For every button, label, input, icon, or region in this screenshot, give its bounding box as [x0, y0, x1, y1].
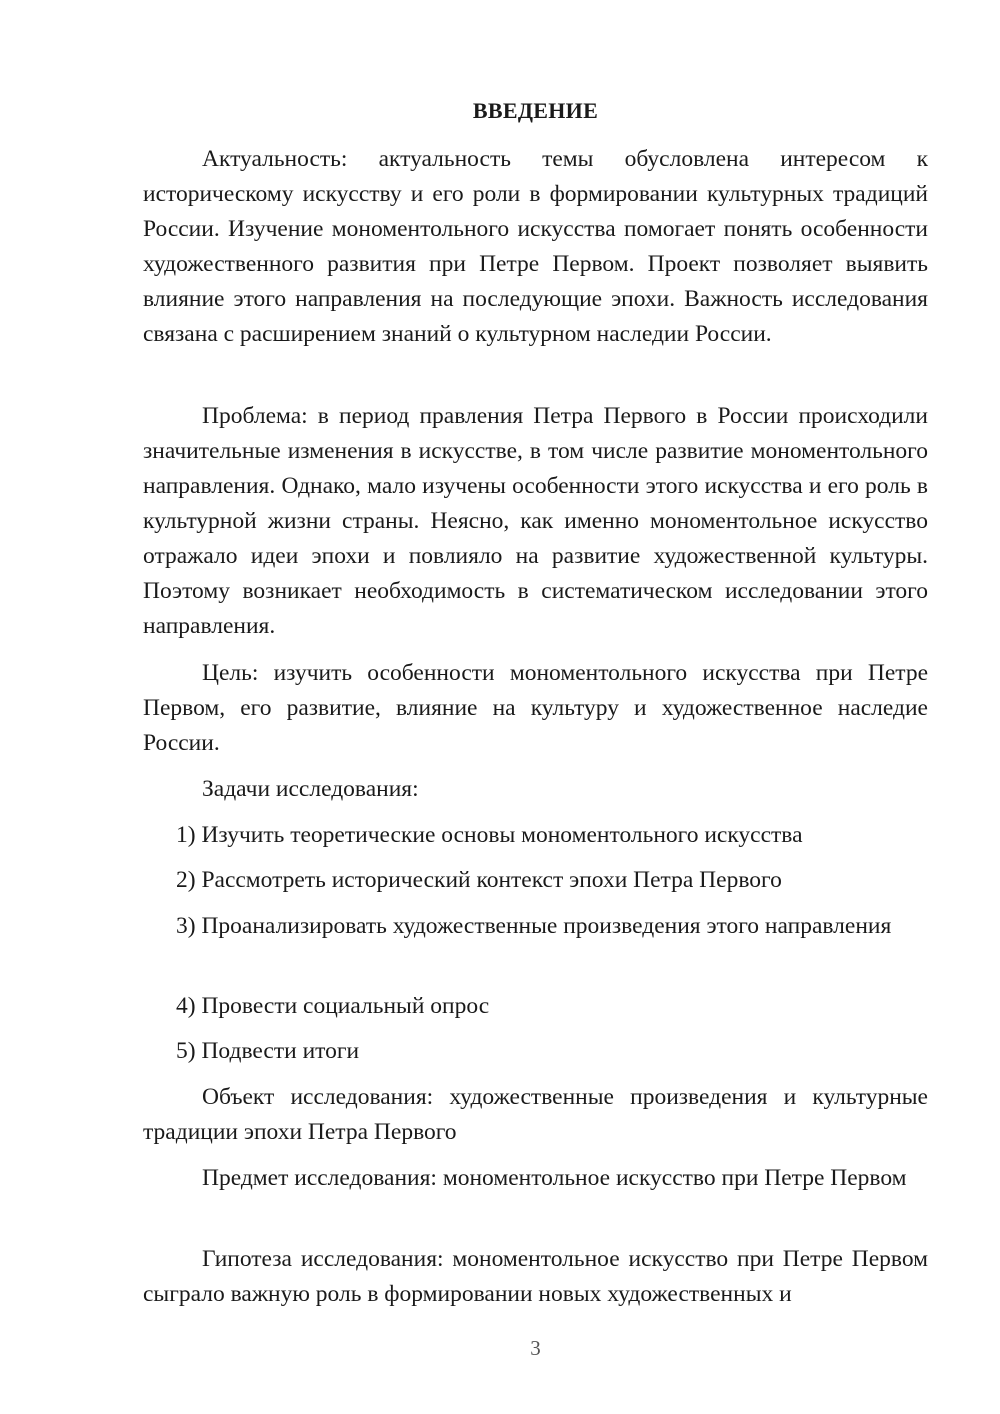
task-item-3: 3) Проанализировать художественные произведения этого направления: [176, 913, 892, 939]
paragraph-object: Объект исследования: художественные произведения и культурные традиции эпохи Петра Первого: [143, 1084, 928, 1145]
paragraph-goal: Цель: изучить особенности мономентольного искусства при Петре Первом, его развитие, влияние на культуру и художественное наследие России.: [143, 660, 928, 756]
page-number: 3: [530, 1336, 541, 1360]
task-item-4: 4) Провести социальный опрос: [176, 993, 490, 1019]
paragraph-relevance: Актуальность: актуальность темы обусловлена интересом к историческому искусству и его роли в формировании культурных традиций России. Изучение мономентольного искусства помогает понять особенности художественного развития при Петре Первом. Проект позволяет выявить влияние этого направления на последующие эпохи. Важность исследования связана с расширением знаний о культурном наследии России.: [143, 146, 928, 347]
paragraph-hypothesis: Гипотеза исследования: мономентольное искусство при Петре Первом сыграло важную роль в формировании новых художественных и: [143, 1246, 928, 1307]
paragraph-problem: Проблема: в период правления Петра Первого в России происходили значительные изменения в искусстве, в том числе развитие мономентольного направления. Однако, мало изучены особенности этого искусства и его роль в культурной жизни страны. Неясно, как именно мономентольное искусство отражало идеи эпохи и повлияло на развитие художественной культуры. Поэтому возникает необходимость в систематическом исследовании этого направления.: [143, 403, 928, 639]
paragraph-subject: Предмет исследования: мономентольное искусство при Петре Первом: [202, 1165, 907, 1191]
task-item-5: 5) Подвести итоги: [176, 1038, 360, 1064]
task-item-2: 2) Рассмотреть исторический контекст эпохи Петра Первого: [176, 867, 782, 893]
paragraph-tasks-heading: Задачи исследования:: [202, 776, 419, 802]
task-item-1: 1) Изучить теоретические основы мономентольного искусства: [176, 822, 803, 848]
section-title: ВВЕДЕНИЕ: [472, 98, 599, 123]
